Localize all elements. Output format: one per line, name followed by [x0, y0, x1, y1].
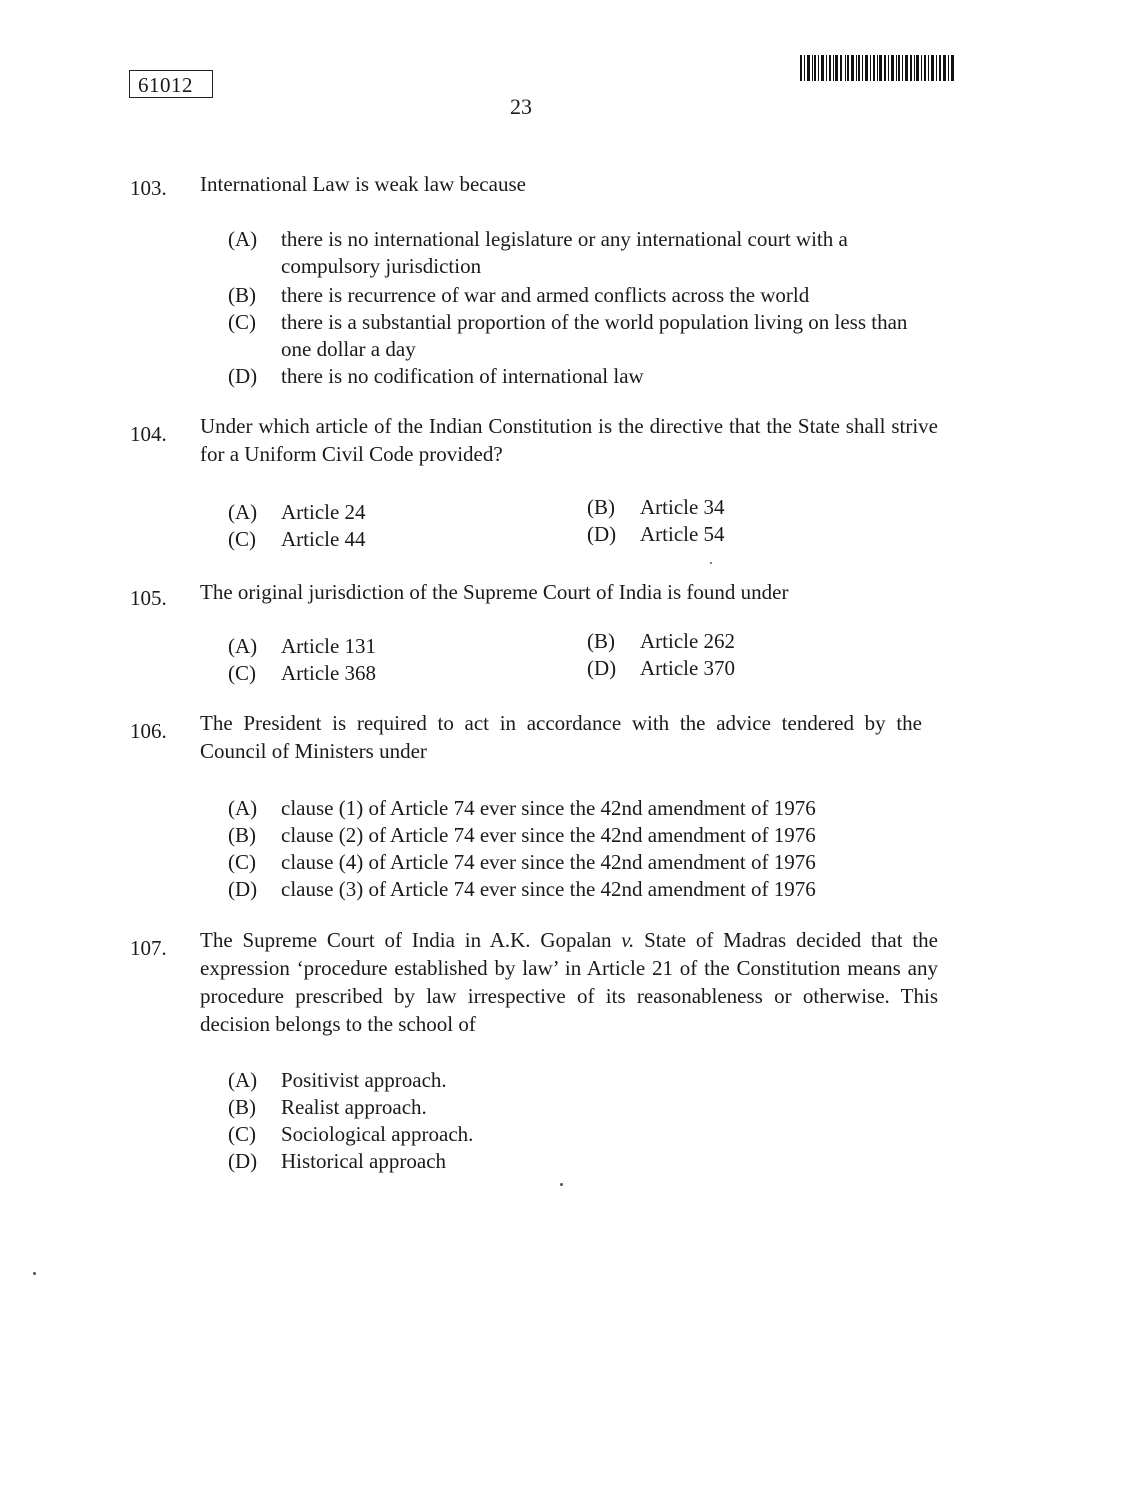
option-d — [228, 876, 940, 903]
option-text: Article 368 — [281, 661, 377, 685]
question-text: International Law is weak law because — [200, 172, 526, 196]
option-text: there is no international legislature or any international court with a compulsory jurisdiction — [281, 227, 848, 278]
option-label: (D) — [587, 522, 617, 546]
option-text: Article 54 — [640, 522, 725, 546]
question-text-part: The Supreme Court of India in A.K. Gopalan — [200, 928, 622, 952]
option-text: clause (3) of Article 74 ever since the 42nd amendment of 1976 — [281, 877, 816, 901]
option-text: Positivist approach. — [281, 1068, 447, 1092]
option-text: there is no codification of international law — [281, 364, 644, 388]
option-text: Article 44 — [281, 527, 366, 551]
option-c — [228, 526, 366, 553]
option-label: (C) — [228, 310, 256, 334]
option-text: there is a substantial proportion of the world population living on less than one dollar a day — [281, 310, 908, 361]
option-a — [228, 226, 940, 280]
option-text: clause (4) of Article 74 ever since the 42nd amendment of 1976 — [281, 850, 816, 874]
option-a — [228, 795, 940, 822]
option-label: (B) — [587, 629, 615, 653]
option-text: Article 34 — [640, 495, 725, 519]
option-d — [228, 1148, 940, 1175]
option-text: there is recurrence of war and armed conflicts across the world — [281, 283, 810, 307]
question-number: 105. — [130, 586, 167, 610]
option-b — [228, 822, 940, 849]
page-number: 23 — [510, 94, 532, 119]
option-label: (C) — [228, 1122, 256, 1146]
scan-speck — [33, 1272, 36, 1275]
option-label: (B) — [228, 283, 256, 307]
option-a — [228, 633, 376, 660]
option-label: (A) — [228, 227, 258, 251]
option-d — [228, 363, 940, 390]
option-label: (D) — [228, 1149, 258, 1173]
option-text: Realist approach. — [281, 1095, 427, 1119]
question-number: 103. — [130, 176, 167, 200]
option-c — [228, 660, 376, 687]
option-a — [228, 1067, 940, 1094]
question-number: 104. — [130, 422, 167, 446]
option-c — [228, 849, 940, 876]
option-label: (B) — [587, 495, 615, 519]
scan-speck — [710, 562, 712, 564]
option-text: Article 131 — [281, 634, 377, 658]
paper-code-box: 61012 — [129, 70, 213, 98]
option-c — [228, 309, 940, 363]
option-b — [228, 1094, 940, 1121]
option-b — [587, 628, 735, 655]
question-text: The President is required to act in accordance with the advice tendered by the Council of Ministers under — [200, 711, 922, 763]
barcode-icon — [800, 55, 955, 81]
option-label: (C) — [228, 661, 256, 685]
question-text: The original jurisdiction of the Supreme Court of India is found under — [200, 580, 789, 604]
option-label: (A) — [228, 634, 258, 658]
option-d — [587, 655, 735, 682]
question-number: 107. — [130, 936, 167, 960]
option-text: Article 262 — [640, 629, 736, 653]
option-label: (A) — [228, 796, 258, 820]
option-text: clause (1) of Article 74 ever since the 42nd amendment of 1976 — [281, 796, 816, 820]
option-a — [228, 499, 366, 526]
option-label: (D) — [587, 656, 617, 680]
option-label: (A) — [228, 1068, 258, 1092]
option-text: Article 24 — [281, 500, 366, 524]
option-label: (C) — [228, 527, 256, 551]
question-text: Under which article of the Indian Constitution is the directive that the State shall strive for a Uniform Civil Code provided? — [200, 414, 938, 466]
option-label: (A) — [228, 500, 258, 524]
option-text: Sociological approach. — [281, 1122, 474, 1146]
option-b — [228, 282, 940, 309]
option-text: clause (2) of Article 74 ever since the 42nd amendment of 1976 — [281, 823, 816, 847]
option-label: (D) — [228, 877, 258, 901]
question-text-part: State of Madras decided that the expression ‘procedure established by law’ in Article 21 of the Constitution means any procedure prescribed by law irrespective of its reasonableness or otherwise. This decision belongs to the school of — [200, 928, 938, 1036]
option-label: (B) — [228, 1095, 256, 1119]
option-label: (D) — [228, 364, 258, 388]
option-b — [587, 494, 725, 521]
question-number: 106. — [130, 719, 167, 743]
option-text: Article 370 — [640, 656, 736, 680]
option-d — [587, 521, 725, 548]
option-c — [228, 1121, 940, 1148]
option-label: (C) — [228, 850, 256, 874]
question-text-italic: v. — [621, 928, 635, 952]
option-text: Historical approach — [281, 1149, 447, 1173]
question-text — [200, 926, 938, 1038]
option-label: (B) — [228, 823, 256, 847]
scan-speck — [560, 1183, 563, 1186]
